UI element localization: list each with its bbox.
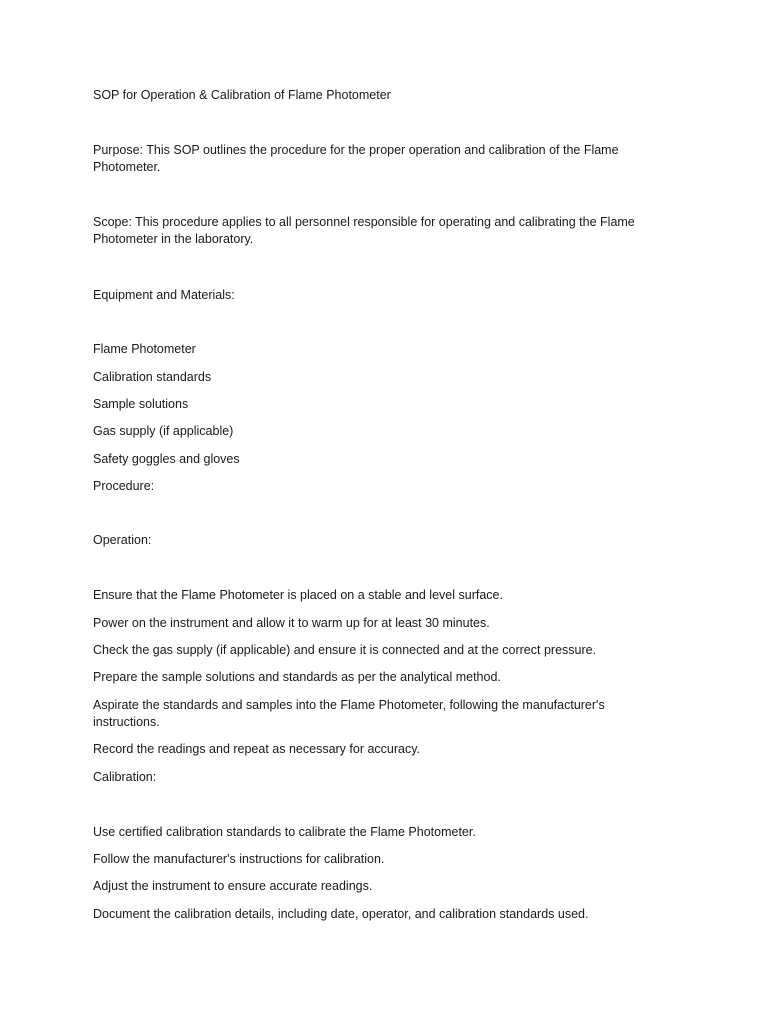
- operation-step: Record the readings and repeat as necessary for accuracy.: [93, 742, 421, 756]
- equipment-item: Flame Photometer: [93, 342, 196, 356]
- calibration-step: Document the calibration details, including date, operator, and calibration standards used.: [93, 907, 589, 921]
- operation-heading: Operation:: [93, 533, 152, 547]
- operation-step: Check the gas supply (if applicable) and ensure it is connected and at the correct pressure.: [93, 643, 597, 657]
- equipment-item: Calibration standards: [93, 370, 212, 384]
- calibration-step: Adjust the instrument to ensure accurate readings.: [93, 879, 373, 893]
- scope-paragraph: Scope: This procedure applies to all personnel responsible for operating and calibrating the Flame Photometer in the laboratory.: [93, 215, 635, 246]
- operation-step: Power on the instrument and allow it to warm up for at least 30 minutes.: [93, 616, 490, 630]
- operation-step: Ensure that the Flame Photometer is placed on a stable and level surface.: [93, 588, 503, 602]
- calibration-step: Follow the manufacturer's instructions for calibration.: [93, 852, 385, 866]
- document-title: SOP for Operation & Calibration of Flame Photometer: [93, 88, 391, 102]
- operation-step: Prepare the sample solutions and standards as per the analytical method.: [93, 670, 501, 684]
- equipment-item: Gas supply (if applicable): [93, 424, 234, 438]
- equipment-item: Safety goggles and gloves: [93, 452, 240, 466]
- purpose-paragraph: Purpose: This SOP outlines the procedure for the proper operation and calibration of the Flame Photometer.: [93, 143, 619, 174]
- procedure-heading: Procedure:: [93, 479, 155, 493]
- calibration-step: Use certified calibration standards to calibrate the Flame Photometer.: [93, 825, 476, 839]
- operation-step: Aspirate the standards and samples into the Flame Photometer, following the manufacturer's instructions.: [93, 698, 605, 729]
- equipment-item: Sample solutions: [93, 397, 189, 411]
- equipment-heading: Equipment and Materials:: [93, 288, 235, 302]
- calibration-heading: Calibration:: [93, 770, 157, 784]
